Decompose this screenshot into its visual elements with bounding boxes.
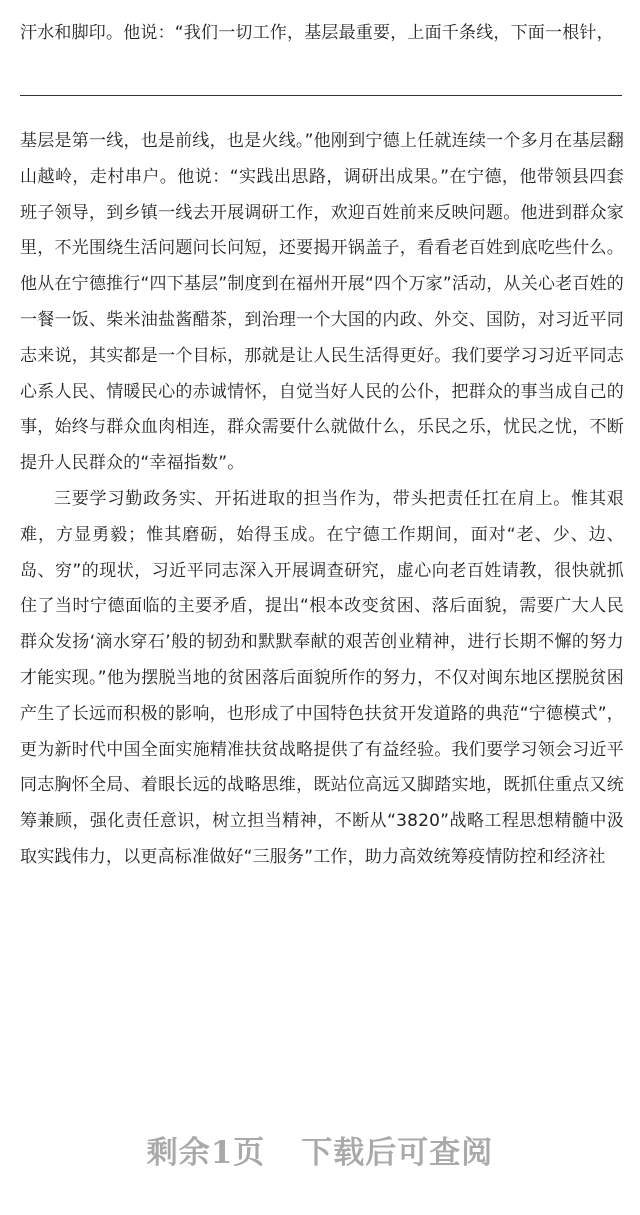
download-prompt[interactable] bbox=[0, 1127, 640, 1172]
remaining-pages-label: 剩余1页 bbox=[146, 1135, 266, 1171]
page-break-divider bbox=[20, 95, 622, 96]
paragraph-1: 基层是第一线，也是前线，也是火线。”他刚到宁德上任就连续一个多月在基层翻山越岭，走村串户。他说：“实践出思路，调研出成果。”在宁德，他带领县四套班子领导，到乡镇一线去开展调研工作，欢迎百姓前来反映问题。他进到群众家里，不光围绕生活问题问长问短，还要揭开锅盖子，看看老百姓到底吃些什么。他从在宁德推行“四下基层”制度到在福州开展“四个万家”活动，从关心老百姓的一餐一饭、柴米油盐酱醋茶，到治理一个大国的内政、外交、国防，对习近平同志来说，其实都是一个目标，那就是让人民生活得更好。我们要学习习近平同志心系人民、情暖民心的赤诚情怀，自觉当好人民的公仆，把群众的事当成自己的事，始终与群众血肉相连，群众需要什么就做什么，乐民之乐，忧民之忧，不断提升人民群众的“幸福指数”。 bbox=[20, 131, 624, 474]
document-body bbox=[20, 124, 624, 876]
download-to-view-label: 下载后可查阅 bbox=[301, 1135, 494, 1171]
paragraph-2: 三要学习勤政务实、开拓进取的担当作为，带头把责任扛在肩上。惟其艰难，方显勇毅；惟其磨砺，始得玉成。在宁德工作期间，面对“老、少、边、岛、穷”的现状，习近平同志深入开展调查研究，虚心向老百姓请教，很快就抓住了当时宁德面临的主要矛盾，提出“根本改变贫困、落后面貌，需要广大人民群众发扬‘滴水穿石’般的韧劲和默默奉献的艰苦创业精神，进行长期不懈的努力才能实现。”他为摆脱当地的贫困落后面貌所作的努力，不仅对闽东地区摆脱贫困产生了长远而积极的影响，也形成了中国特色扶贫开发道路的典范“宁德模式”，更为新时代中国全面实施精准扶贫战略提供了有益经验。我们要学习领会习近平同志胸怀全局、着眼长远的战略思维，既站位高远又脚踏实地，既抓住重点又统筹兼顾，强化责任意识，树立担当精神，不断从“3820”战略工程思想精髓中汲取实践伟力，以更高标准做好“三服务”工作，助力高效统筹疫情防控和经济社 bbox=[20, 488, 624, 867]
page-top-text-line: 汗水和脚印。他说：“我们一切工作，基层最重要，上面千条线，下面一根针， bbox=[20, 23, 614, 43]
